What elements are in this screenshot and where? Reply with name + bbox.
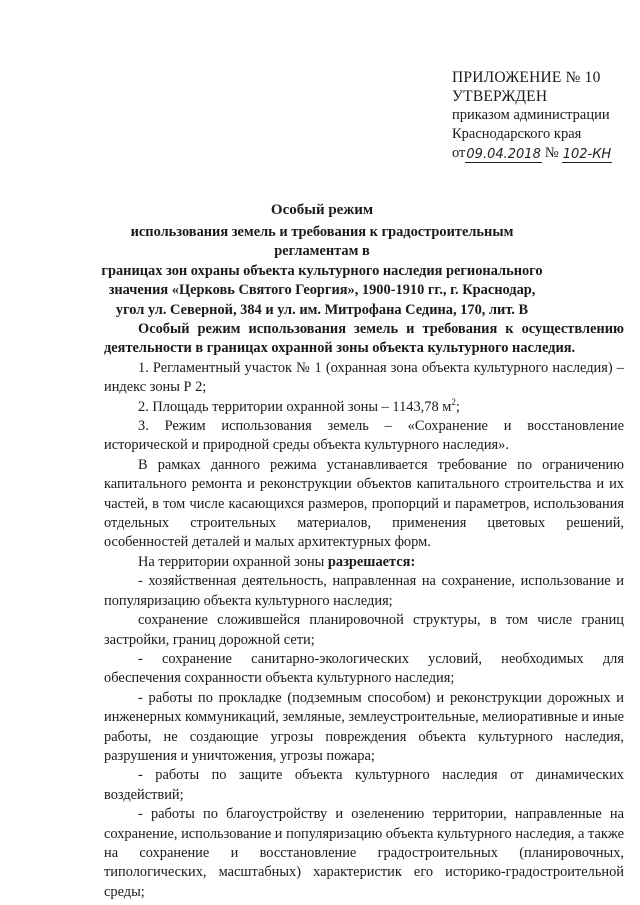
title-line-3: границах зон охраны объекта культурного наследия регионального bbox=[101, 262, 543, 279]
handwritten-number: 102-КН bbox=[562, 147, 612, 162]
approved-label: УТВЕРЖДЕН bbox=[452, 88, 548, 105]
document-body bbox=[104, 320, 624, 902]
number-label: № bbox=[544, 145, 559, 161]
section-heading: Особый режим использования земель и требования к осуществлению деятельности в границах охранной зоны объекта культурного наследия. bbox=[104, 321, 624, 357]
permitted-intro-text: На территории охранной зоны bbox=[138, 553, 328, 570]
order-line: приказом администрации bbox=[452, 107, 610, 123]
appendix-label: ПРИЛОЖЕНИЕ № 10 bbox=[452, 69, 601, 86]
area-end: ; bbox=[455, 398, 460, 415]
from-label: от bbox=[452, 145, 466, 161]
area-text: 2. Площадь территории охранной зоны – 1143,78 м bbox=[138, 398, 452, 415]
title-line-1: Особый режим bbox=[270, 202, 374, 218]
paragraph-zone-index: 1. Регламентный участок № 1 (охранная зона объекта культурного наследия) – индекс зоны Р 2; bbox=[104, 359, 624, 396]
list-item: - работы по прокладке (подземным способом) и реконструкции дорожных и инженерных коммуникаций, земляные, землеустроительные, мелиоративные и иные работы, не создающие угрозы повреждения объекта культурного наследия, разрушения и уничтожения, угрозы пожара; bbox=[104, 689, 624, 764]
paragraph-restrictions: В рамках данного режима устанавливается требование по ограничению капитального ремонта и реконструкции объектов капитального строительства и их частей, в том числе касающихся размеров, пропорций и параметров, использования отдельных строительных материалов, применения цветовых решений, особенностей деталей и малых архитектурных форм. bbox=[104, 456, 624, 551]
date-number-line bbox=[452, 144, 632, 163]
area-superscript: 2 bbox=[451, 396, 456, 407]
document-title bbox=[96, 201, 548, 320]
paragraph-area bbox=[104, 398, 624, 417]
permitted-keyword: разрешается: bbox=[327, 553, 416, 570]
paragraph-permitted-intro bbox=[104, 553, 624, 572]
list-item: - хозяйственная деятельность, направленная на сохранение, использование и популяризацию объекта культурного наследия; bbox=[104, 573, 624, 609]
title-line-5: угол ул. Северной, 384 и ул. им. Митрофана Седина, 170, лит. В bbox=[115, 301, 529, 318]
region-line: Краснодарского края bbox=[452, 126, 582, 142]
list-item: - работы по защите объекта культурного наследия от динамических воздействий; bbox=[104, 767, 624, 803]
title-line-2: использования земель и требования к градостроительным регламентам в bbox=[130, 223, 514, 259]
title-line-4: значения «Церковь Святого Георгия», 1900-1910 гг., г. Краснодар, bbox=[108, 282, 536, 298]
handwritten-date: 09.04.2018 bbox=[466, 147, 541, 162]
approval-block bbox=[452, 68, 632, 163]
list-item: - работы по благоустройству и озеленению территории, направленные на сохранение, использование и популяризацию объекта культурного наследия, а также на сохранение и восстановление градостроительных (планировочных, типологических, масштабных) характеристик его историко-градостроительной среды; bbox=[104, 806, 624, 900]
paragraph-land-use-mode: 3. Режим использования земель – «Сохранение и восстановление исторической и природной среды объекта культурного наследия». bbox=[104, 418, 624, 454]
list-item: сохранение сложившейся планировочной структуры, в том числе границ застройки, границ дорожной сети; bbox=[104, 612, 624, 648]
list-item: - сохранение санитарно-экологических условий, необходимых для обеспечения сохранности объекта культурного наследия; bbox=[104, 650, 624, 687]
